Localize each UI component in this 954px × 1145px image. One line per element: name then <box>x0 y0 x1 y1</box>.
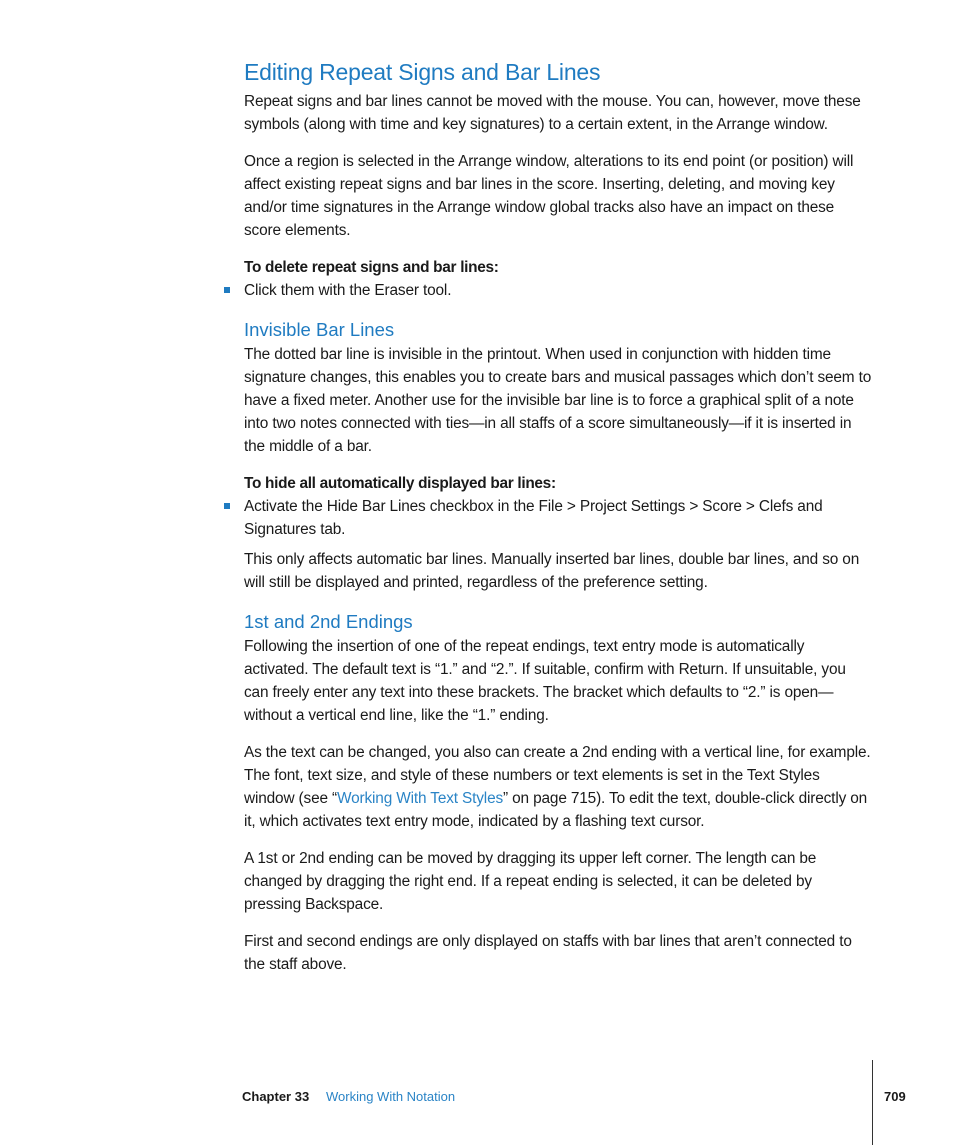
paragraph: First and second endings are only displayed on staffs with bar lines that aren’t connected to the staff above. <box>244 933 852 973</box>
bullet-text: Click them with the Eraser tool. <box>244 282 452 299</box>
paragraph <box>244 741 872 833</box>
footer-divider <box>872 1060 873 1145</box>
paragraph: Repeat signs and bar lines cannot be moved with the mouse. You can, however, move these symbols (along with time and key signatures) to a certain extent, in the Arrange window. <box>244 93 861 133</box>
page-number: 709 <box>884 1089 906 1104</box>
footer-chapter: Chapter 33 <box>242 1089 310 1104</box>
list-item <box>244 495 872 541</box>
paragraph: A 1st or 2nd ending can be moved by dragging its upper left corner. The length can be changed by dragging the right end. If a repeat ending is selected, it can be deleted by pressing Backspace. <box>244 850 817 913</box>
subsection-title: Invisible Bar Lines <box>244 319 395 340</box>
paragraph-text: ” on page 715). To edit the text, double-click directly on it, which activates text entry mode, indicated by a flashing text cursor. <box>244 790 868 830</box>
footer-chapter-title-link[interactable]: Working With Notation <box>326 1089 456 1104</box>
bullet-text: Activate the Hide Bar Lines checkbox in the File > Project Settings > Score > Clefs and Signatures tab. <box>244 498 823 538</box>
page-content <box>244 56 872 976</box>
cross-reference-link[interactable]: Working With Text Styles <box>337 790 504 807</box>
paragraph-text: As the text can be changed, you also can create a 2nd ending with a vertical line, for example. The font, text size, and style of these numbers or text elements is set in the Text Styles window (see “ <box>244 744 871 807</box>
square-bullet-icon <box>224 287 230 293</box>
paragraph: Once a region is selected in the Arrange window, alterations to its end point (or position) will affect existing repeat signs and bar lines in the score. Inserting, deleting, and moving key and/or time signatures in the Arrange window global tracks also have an impact on these score elements. <box>244 153 854 239</box>
paragraph: Following the insertion of one of the repeat endings, text entry mode is automatically activated. The default text is “1.” and “2.”. If suitable, confirm with Return. If unsuitable, you can freely enter any text into these brackets. The bracket which defaults to “2.” is open—without a vertical end line, like the “1.” ending. <box>244 638 846 724</box>
paragraph: This only affects automatic bar lines. Manually inserted bar lines, double bar lines, and so on will still be displayed and printed, regardless of the preference setting. <box>244 551 860 591</box>
square-bullet-icon <box>224 503 230 509</box>
paragraph: The dotted bar line is invisible in the printout. When used in conjunction with hidden time signature changes, this enables you to create bars and musical passages which don’t seem to have a fixed meter. Another use for the invisible bar line is to force a graphical split of a note into two notes connected with ties—in all staffs of a score simultaneously—if it is inserted in the middle of a bar. <box>244 346 872 455</box>
list-item <box>244 279 872 302</box>
subsection-title: 1st and 2nd Endings <box>244 611 413 632</box>
task-heading: To delete repeat signs and bar lines: <box>244 259 499 276</box>
task-heading: To hide all automatically displayed bar lines: <box>244 475 556 492</box>
section-title: Editing Repeat Signs and Bar Lines <box>244 59 601 85</box>
